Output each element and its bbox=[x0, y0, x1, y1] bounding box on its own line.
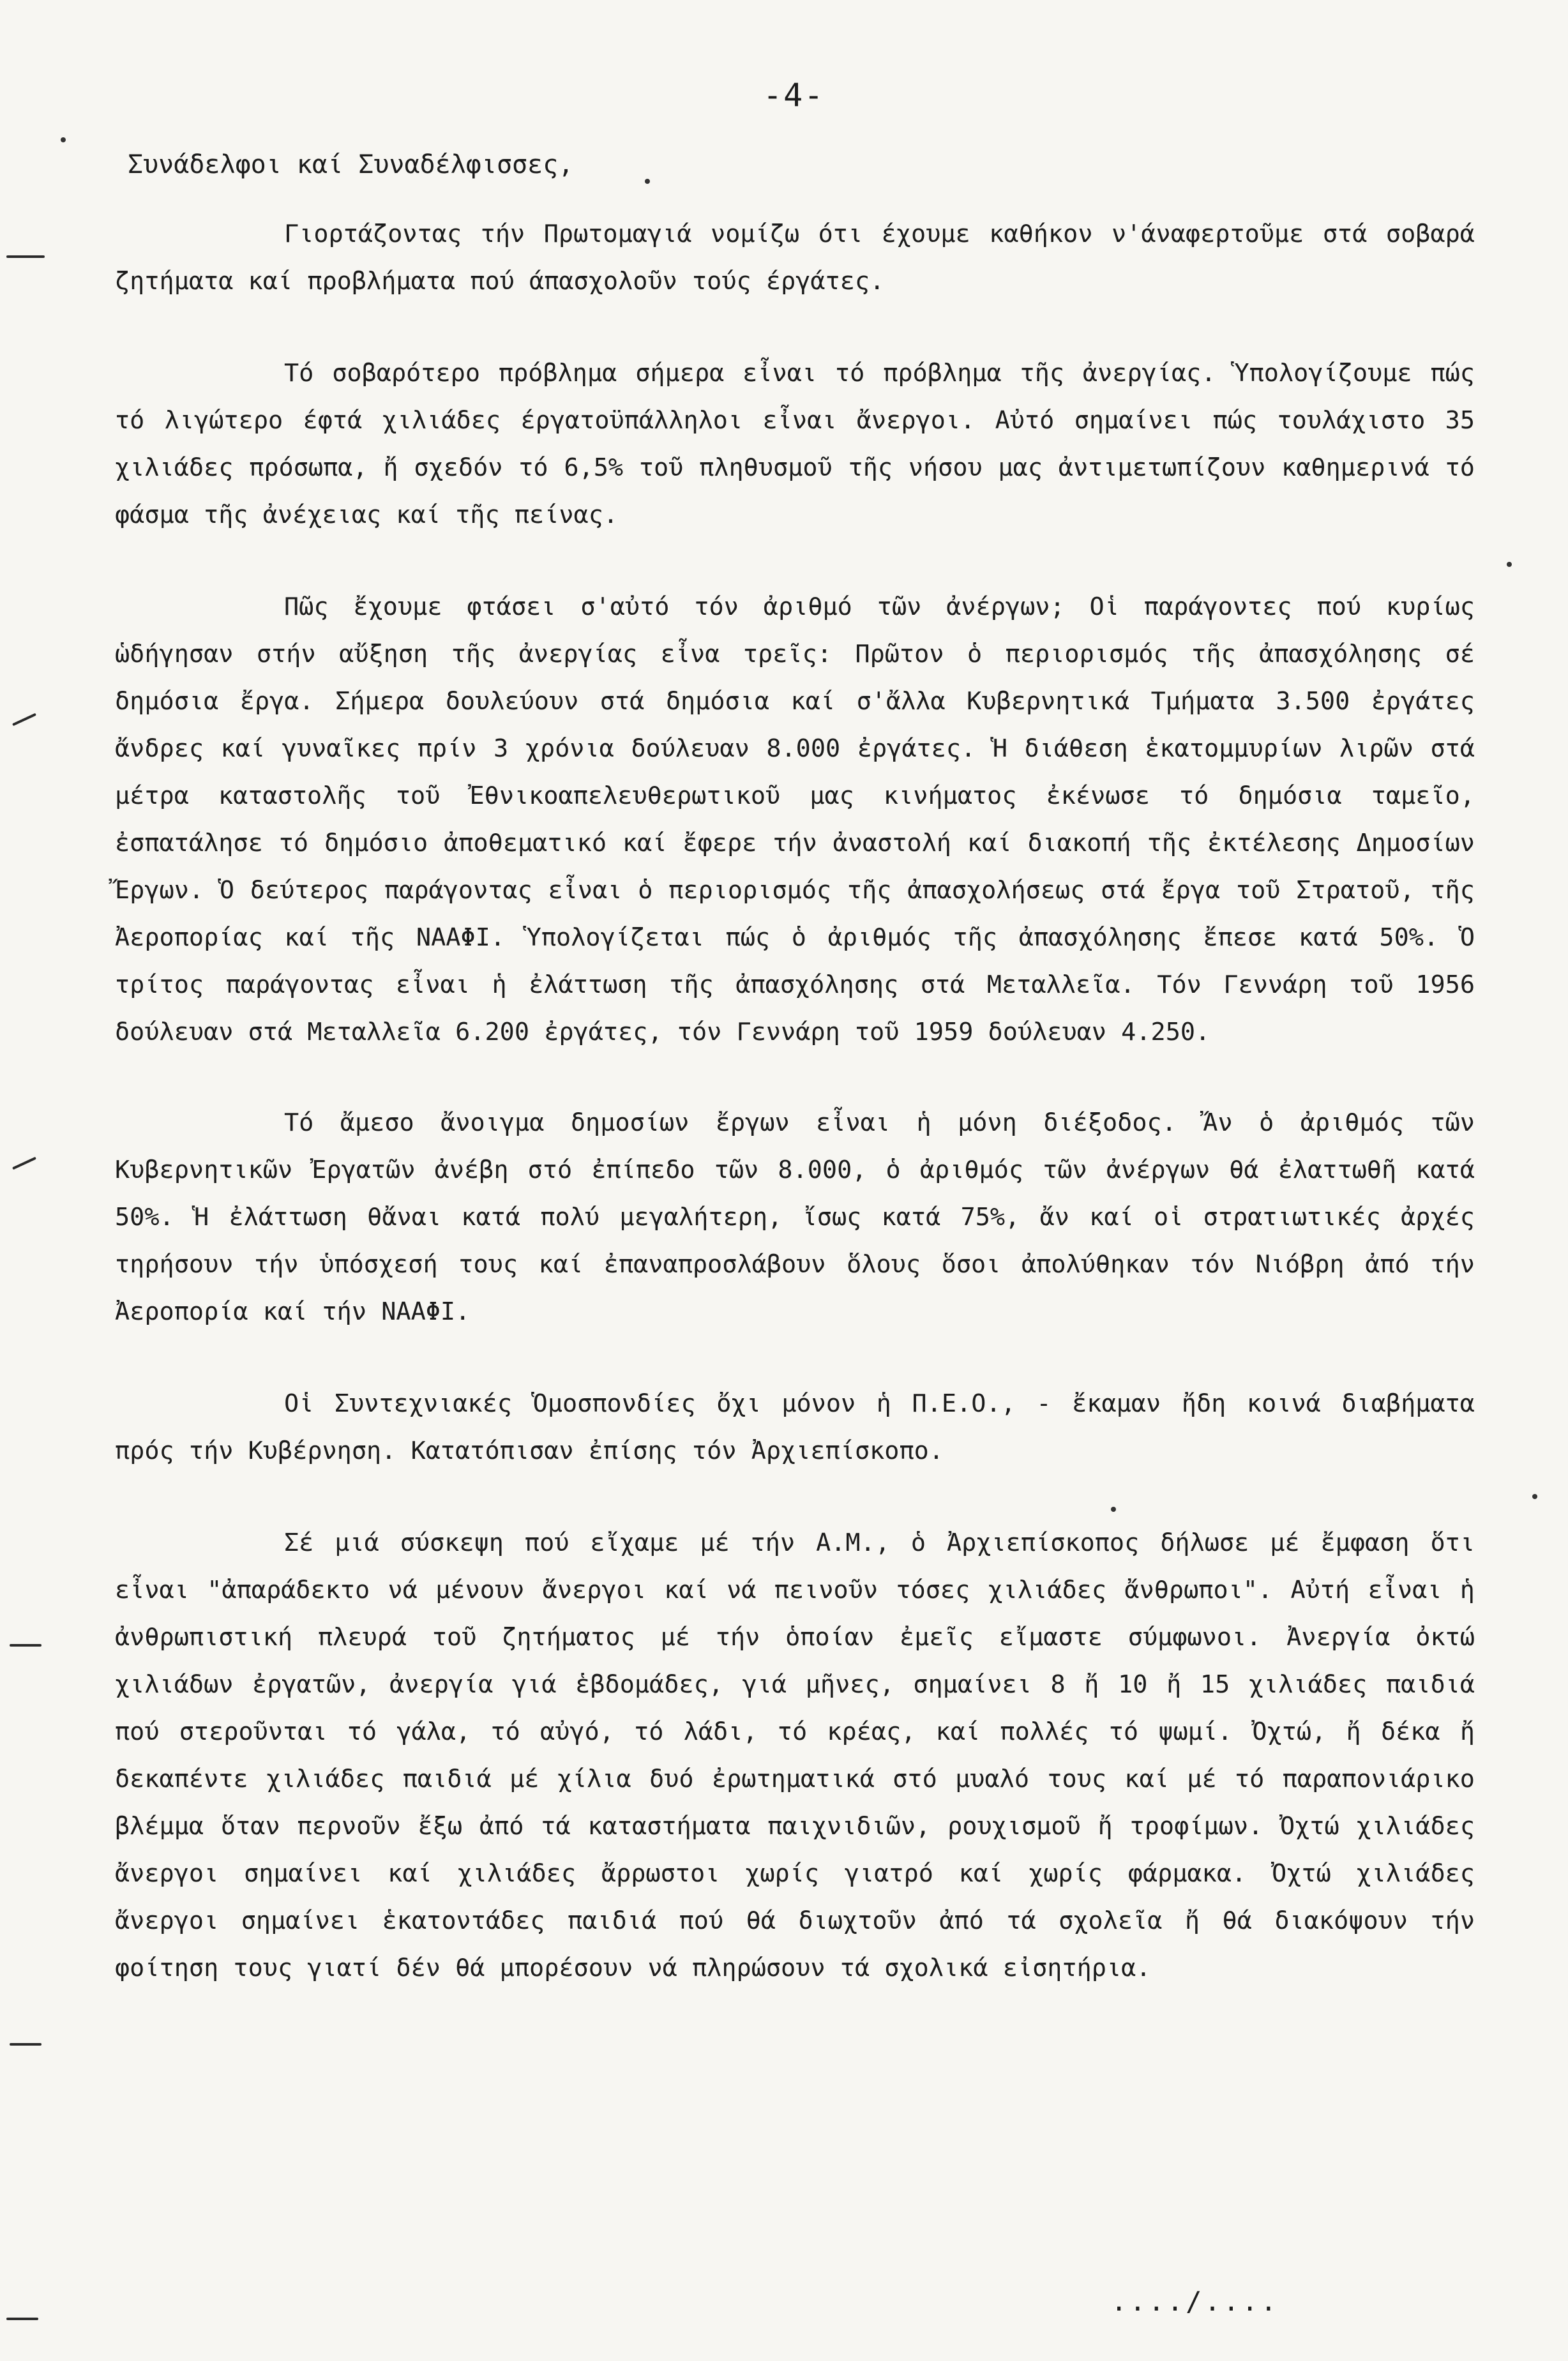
margin-mark-4 bbox=[10, 1644, 41, 1647]
scan-speck-5 bbox=[1532, 1494, 1537, 1499]
scan-speck-4 bbox=[1507, 562, 1512, 567]
continuation-mark: ..../.... bbox=[1111, 2286, 1279, 2317]
scan-speck-2 bbox=[645, 179, 650, 184]
paragraph-5: Οἱ Συντεχνιακές Ὁμοσπονδίες ὄχι μόνον ἡ Π.Ε.Ο., - ἔκαμαν ἤδη κοινά διαβήματα πρός τήν Κυβέρνηση. Κατατόπισαν ἐπίσης τόν Ἀρχιεπίσκοπο. bbox=[115, 1389, 1475, 1465]
scan-speck-1 bbox=[61, 137, 66, 142]
margin-mark-3 bbox=[12, 1157, 36, 1170]
document-body bbox=[115, 211, 1475, 2037]
page-number: -4- bbox=[763, 77, 825, 114]
paragraph-6: Σέ μιά σύσκεψη πού εἴχαμε μέ τήν Α.Μ., ὁ Ἀρχιεπίσκοπος δήλωσε μέ ἔμφαση ὅτι εἶναι "ἀπαράδεκτο νά μένουν ἄνεργοι καί νά πεινοῦν τόσες χιλιάδες ἄνθρωποι". Αὐτή εἶναι ἡ ἀνθρωπιστική πλευρά τοῦ ζητήματος μέ τήν ὁποίαν ἐμεῖς εἴμαστε σύμφωνοι. Ἀνεργία ὀκτώ χιλιάδων ἐργατῶν, ἀνεργία γιά ἑβδομάδες, γιά μῆνες, σημαίνει 8 ἤ 10 ἤ 15 χιλιάδες παιδιά πού στεροῦνται τό γάλα, τό αὐγό, τό λάδι, τό κρέας, καί πολλές τό ψωμί. Ὀχτώ, ἤ δέκα ἤ δεκαπέντε χιλιάδες παιδιά μέ χίλια δυό ἐρωτηματικά στό μυαλό τους καί μέ τό παραπονιάρικο βλέμμα ὅταν περνοῦν ἔξω ἀπό τά καταστήματα παιχνιδιῶν, ρουχισμοῦ ἤ τροφίμων. Ὀχτώ χιλιάδες ἄνεργοι σημαίνει καί χιλιάδες ἄρρωστοι χωρίς γιατρό καί χωρίς φάρμακα. Ὀχτώ χιλιάδες ἄνεργοι σημαίνει ἑκατοντάδες παιδιά πού θά διωχτοῦν ἀπό τά σχολεῖα ἤ θά διακόψουν τήν φοίτηση τους γιατί δέν θά μπορέσουν νά πληρώσουν τά σχολικά εἰσητήρια. bbox=[115, 1528, 1475, 1982]
margin-mark-1 bbox=[6, 255, 45, 258]
margin-mark-5 bbox=[10, 2043, 41, 2046]
paragraph-2: Τό σοβαρότερο πρόβλημα σήμερα εἶναι τό πρόβλημα τῆς ἀνεργίας. Ὑπολογίζουμε πώς τό λιγώτερο έφτά χιλιάδες έργατοϋπάλληλοι εἶναι ἄνεργοι. Αὐτό σημαίνει πώς τουλάχιστο 35 χιλιάδες πρόσωπα, ἤ σχεδόν τό 6,5% τοῦ πληθυσμοῦ τῆς νήσου μας ἀντιμετωπίζουν καθημερινά τό φάσμα τῆς ἀνέχειας καί τῆς πείνας. bbox=[115, 359, 1475, 529]
paragraph-3: Πῶς ἔχουμε φτάσει σ'αὐτό τόν ἀριθμό τῶν ἀνέργων; Οἱ παράγοντες πού κυρίως ὡδήγησαν στήν αὔξηση τῆς ἀνεργίας εἶνα τρεῖς: Πρῶτον ὁ περιορισμός τῆς ἀπασχόλησης σέ δημόσια ἔργα. Σήμερα δουλεύουν στά δημόσια καί σ'ἄλλα Κυβερνητικά Τμήματα 3.500 ἐργάτες ἄνδρες καί γυναῖκες πρίν 3 χρόνια δούλευαν 8.000 ἐργάτες. Ἡ διάθεση ἑκατομμυρίων λιρῶν στά μέτρα καταστολῆς τοῦ Ἐθνικοαπελευθερωτικοῦ μας κινήματος ἐκένωσε τό δημόσια ταμεῖο, ἐσπατάλησε τό δημόσιο ἀποθεματικό καί ἔφερε τήν ἀναστολή καί διακοπή τῆς ἐκτέλεσης Δημοσίων Ἔργων. Ὁ δεύτερος παράγοντας εἶναι ὁ περιορισμός τῆς ἀπασχολήσεως στά ἔργα τοῦ Στρατοῦ, τῆς Ἀεροπορίας καί τῆς ΝΑΑΦΙ. Ὑπολογίζεται πώς ὁ ἀριθμός τῆς ἀπασχόλησης ἔπεσε κατά 50%. Ὁ τρίτος παράγοντας εἶναι ἡ ἐλάττωση τῆς ἀπασχόλησης στά Μεταλλεῖα. Τόν Γεννάρη τοῦ 1956 δούλευαν στά Μεταλλεῖα 6.200 ἐργάτες, τόν Γεννάρη τοῦ 1959 δούλευαν 4.250. bbox=[115, 592, 1475, 1046]
paragraph-4: Τό ἄμεσο ἄνοιγμα δημοσίων ἔργων εἶναι ἡ μόνη διέξοδος. Ἄν ὁ ἀριθμός τῶν Κυβερνητικῶν Ἐργατῶν ἀνέβη στό ἐπίπεδο τῶν 8.000, ὁ ἀριθμός τῶν ἀνέργων θά ἐλαττωθῆ κατά 50%. Ἡ ἐλάττωση θἄναι κατά πολύ μεγαλήτερη, ἴσως κατά 75%, ἄν καί οἱ στρατιωτικές ἀρχές τηρήσουν τήν ὑπόσχεσή τους καί ἐπαναπροσλάβουν ὅλους ὅσοι ἀπολύθηκαν τόν Νιόβρη ἀπό τήν Ἀεροπορία καί τήν ΝΑΑΦΙ. bbox=[115, 1108, 1475, 1326]
salutation: Συνάδελφοι καί Συναδέλφισσες, bbox=[128, 150, 574, 179]
margin-mark-2 bbox=[12, 713, 36, 727]
paragraph-1: Γιορτάζοντας τήν Πρωτομαγιά νομίζω ότι έχουμε καθήκον ν'άναφερτοῦμε στά σοβαρά ζητήματα καί προβλήματα πού άπασχολοῦν τούς έργάτες. bbox=[115, 220, 1475, 296]
margin-mark-6 bbox=[6, 2318, 38, 2320]
scan-speck-3 bbox=[1111, 1507, 1116, 1512]
